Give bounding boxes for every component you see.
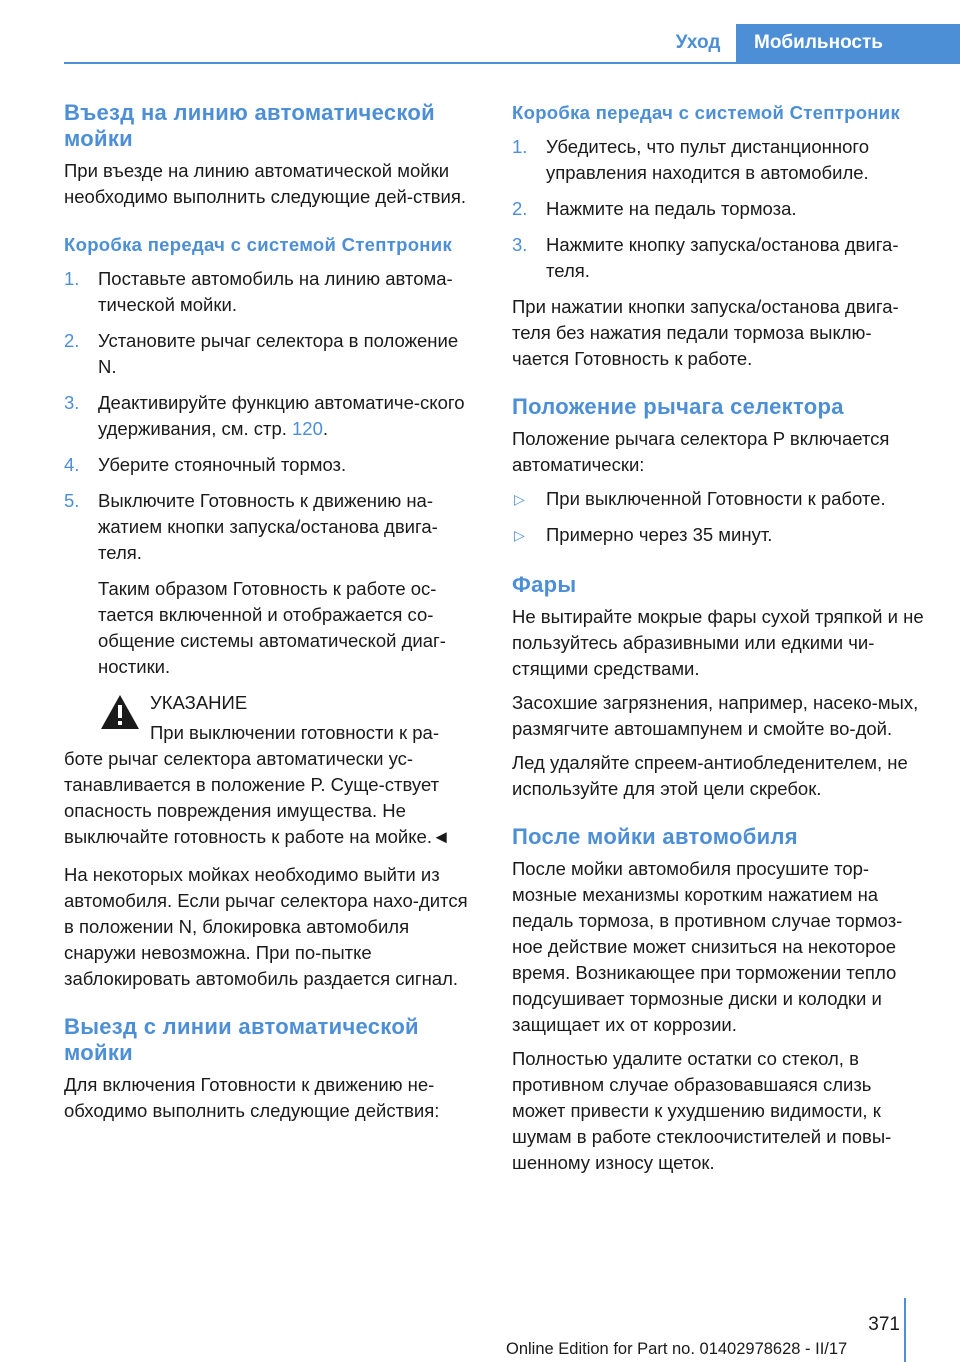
note-text: При выключении готовности к ра- [150, 722, 439, 743]
list-item [64, 452, 476, 478]
step-number: 2. [512, 198, 528, 219]
steps-list [512, 134, 924, 284]
page-number: 371 [868, 1314, 900, 1335]
paragraph: Засохшие загрязнения, например, насеко-мых, размягчите автошампунем и смойте во-дой. [512, 692, 919, 739]
step-text: Нажмите кнопку запуска/останова двига-теля. [546, 234, 899, 281]
step-number: 3. [64, 392, 80, 413]
step-text-end: . [322, 418, 329, 439]
step-number: 1. [512, 136, 528, 157]
paragraph: Лед удаляйте спреем-антиобледенителем, не используйте для этой цели скребок. [512, 752, 908, 799]
list-item [512, 522, 924, 548]
triangle-bullet-icon: ▷ [514, 491, 525, 507]
footer-divider [904, 1298, 906, 1362]
step-number: 2. [64, 330, 80, 351]
paragraph: При въезде на линию автоматической мойки необходимо выполнить следующие дей-ствия. [64, 160, 467, 207]
left-column [64, 100, 476, 1132]
step-number: 3. [512, 234, 528, 255]
step-text: Нажмите на педаль тормоза. [546, 198, 797, 219]
bullet-text: При выключенной Готовности к работе. [546, 488, 886, 509]
step-5-extra: Таким образом Готовность к работе ос-тается включенной и отображается со-общение системы автоматической диаг-ностики. [98, 578, 446, 677]
section-title-after-wash: После мойки автомобиля [512, 824, 798, 849]
header-tab-care[interactable]: Уход [675, 32, 721, 53]
section-title-headlights: Фары [512, 572, 577, 597]
paragraph: Полностью удалите остатки со стекол, в противном случае образовавшаяся слизь может привести к ухудшению видимости, к шумам в работе стеклоочистителей и повы-шенному износу щеток. [512, 1048, 892, 1173]
header-tab-mobility[interactable]: Мобильность [736, 24, 960, 62]
triangle-bullet-icon: ▷ [514, 527, 525, 543]
step-text: Уберите стояночный тормоз. [98, 454, 347, 475]
step-number: 5. [64, 490, 80, 511]
bullet-text: Примерно через 35 минут. [546, 524, 773, 545]
warning-triangle-icon [100, 694, 140, 730]
step-text: Деактивируйте функцию автоматиче-ского удерживания, см. стр. [98, 392, 465, 439]
list-item [512, 196, 924, 222]
list-item [64, 390, 476, 442]
paragraph: После мойки автомобиля просушите тор-мозные механизмы коротким нажатием на педаль тормоза, в противном случае тормоз-ное действие может снизиться на некоторое время. Возникающее при торможении тепло подсушивает тормозные диски и колодки и защищает их от коррозии. [512, 858, 903, 1035]
step-text: Убедитесь, что пульт дистанционного управления находится в автомобиле. [546, 136, 869, 183]
section-title-car-wash-entry: Въезд на линию автоматической мойки [64, 100, 435, 151]
bullet-list [512, 486, 924, 548]
paragraph: Не вытирайте мокрые фары сухой тряпкой и не пользуйтесь абразивными или едкими чи-стящими средствами. [512, 606, 924, 679]
section-title-car-wash-exit: Выезд с линии автоматической мойки [64, 1014, 419, 1065]
note-title: УКАЗАНИЕ [150, 692, 248, 713]
paragraph: Для включения Готовности к движению не-обходимо выполнить следующие действия: [64, 1074, 440, 1121]
list-item [512, 232, 924, 284]
step-text: Выключите Готовность к движению на-жатием кнопки запуска/останова двига-теля. [98, 490, 438, 563]
edition-footer: Online Edition for Part no. 01402978628 - II/17 [506, 1340, 848, 1358]
section-title-selector-position: Положение рычага селектора [512, 394, 844, 419]
step-number: 4. [64, 454, 80, 475]
subsection-title-steptronic: Коробка передач с системой Стептроник [512, 102, 901, 123]
list-item [64, 328, 476, 380]
step-text: Поставьте автомобиль на линию автома-тической мойки. [98, 268, 453, 315]
header-divider [64, 62, 960, 64]
list-item [64, 488, 476, 566]
paragraph: При нажатии кнопки запуска/останова двига-теля без нажатия педали тормоза выклю-чается Готовность к работе. [512, 296, 899, 369]
step-text: Установите рычаг селектора в положение N. [98, 330, 459, 377]
list-item [512, 486, 924, 512]
note-text-continued: боте рычаг селектора автоматически ус-танавливается в положение P. Суще-ствует опасность повреждения имущества. Не выключайте готовность к работе на мойке.◄ [64, 748, 451, 847]
page-link[interactable]: 120 [292, 418, 323, 439]
paragraph: Положение рычага селектора P включается автоматически: [512, 428, 890, 475]
step-number: 1. [64, 268, 80, 289]
paragraph: На некоторых мойках необходимо выйти из автомобиля. Если рычаг селектора нахо-дится в положении N, блокировка автомобиля снаружи невозможна. При по-пытке заблокировать автомобиль раздается сигнал. [64, 864, 468, 989]
steps-list [64, 266, 476, 566]
subsection-title-steptronic: Коробка передач с системой Стептроник [64, 234, 453, 255]
list-item [64, 266, 476, 318]
page-header [0, 24, 960, 62]
warning-note [64, 690, 476, 850]
right-column [512, 100, 924, 1184]
list-item [512, 134, 924, 186]
